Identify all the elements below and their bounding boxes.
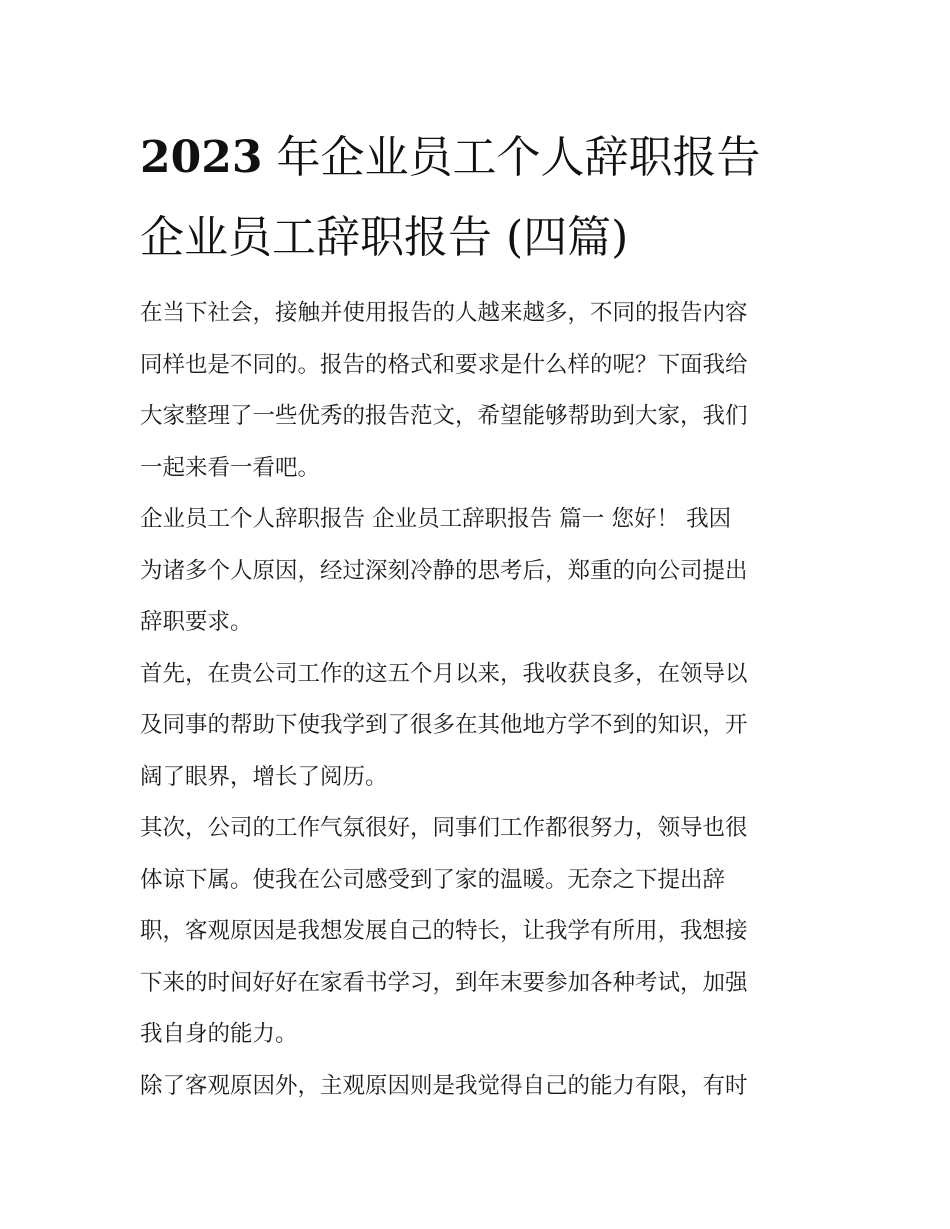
document-body bbox=[140, 118, 812, 1112]
paragraph-line: 职，客观原因是我想发展自己的特长，让我学有所用，我想接 bbox=[140, 918, 748, 944]
title-line-1 bbox=[140, 118, 812, 198]
paragraph-line: 阔了眼界，增长了阅历。 bbox=[140, 763, 388, 790]
paragraph-second-reason bbox=[140, 803, 812, 1061]
paragraph-line: 首先，在贵公司工作的这五个月以来，我收获良多，在领导以 bbox=[140, 660, 748, 687]
paragraph-line: 为诸多个人原因，经过深刻冷静的思考后，郑重的向公司提出 bbox=[140, 557, 748, 584]
paragraph-line: 大家整理了一些优秀的报告范文，希望能够帮助到大家，我们 bbox=[140, 403, 748, 429]
paragraph-line: 一起来看一看吧。 bbox=[140, 454, 321, 481]
paragraph-line: 下来的时间好好在家看书学习，到年末要参加各种考试，加强 bbox=[140, 969, 748, 996]
document-title bbox=[140, 118, 812, 278]
title-year: 2023 bbox=[140, 132, 263, 183]
paragraph-greeting bbox=[140, 494, 812, 649]
paragraph-first-reason bbox=[140, 649, 812, 804]
paragraph-line: 除了客观原因外，主观原因则是我觉得自己的能力有限，有时 bbox=[140, 1072, 748, 1099]
paragraph-line: 其次，公司的工作气氛很好，同事们工作都很努力，领导也很 bbox=[140, 815, 748, 841]
paragraph-intro bbox=[140, 288, 812, 494]
paragraph-line: 及同事的帮助下使我学到了很多在其他地方学不到的知识，开 bbox=[140, 712, 748, 738]
paragraph-line: 辞职要求。 bbox=[140, 609, 253, 635]
paragraph-line: 体谅下属。使我在公司感受到了家的温暖。无奈之下提出辞 bbox=[140, 866, 726, 893]
paragraph-line: 企业员工个人辞职报告 企业员工辞职报告 篇一 您好！ 我因 bbox=[140, 506, 732, 532]
paragraph-line: 在当下社会，接触并使用报告的人越来越多，不同的报告内容 bbox=[140, 300, 748, 326]
paragraph-subjective-reason bbox=[140, 1061, 812, 1113]
title-line-1-text: 年企业员工个人辞职报告 bbox=[262, 132, 761, 183]
paragraph-line: 同样也是不同的。报告的格式和要求是什么样的呢？下面我给 bbox=[140, 351, 748, 378]
title-line-2: 企业员工辞职报告 (四篇) bbox=[140, 212, 629, 263]
paragraph-line: 我自身的能力。 bbox=[140, 1021, 298, 1047]
